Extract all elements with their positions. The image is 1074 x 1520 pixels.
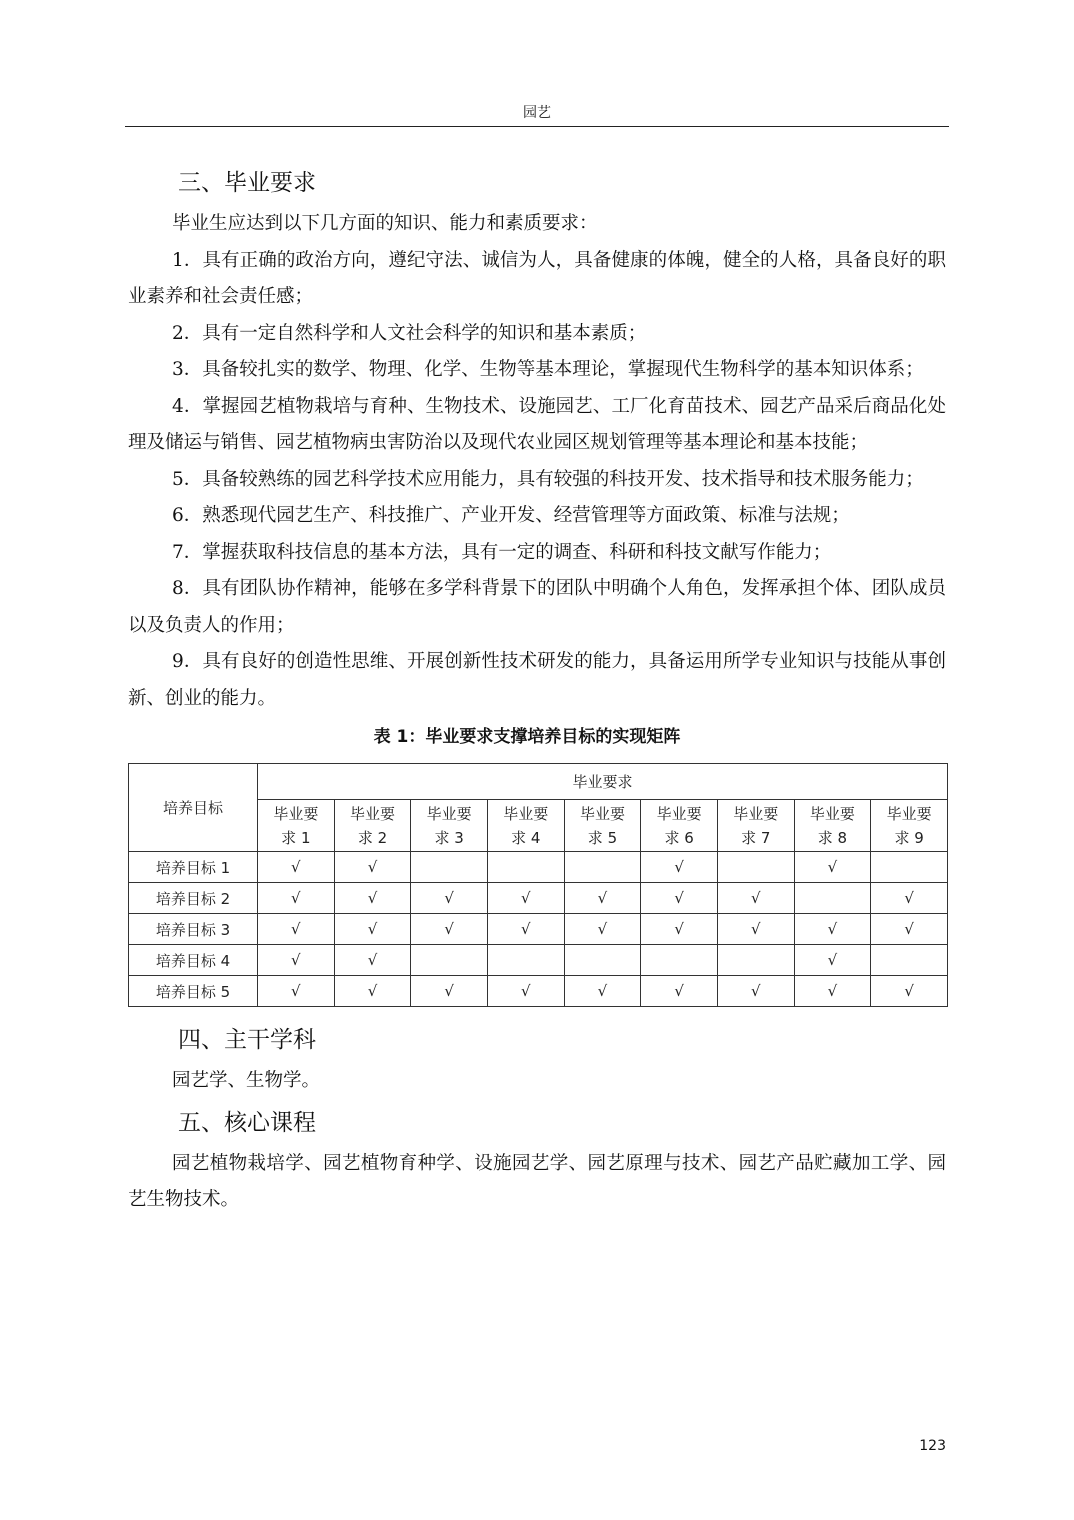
matrix-cell <box>258 883 335 914</box>
matrix-cell <box>487 976 564 1007</box>
header-line: 求 8 <box>817 828 848 847</box>
main-disciplines-text: 园艺学、生物学。 <box>172 1070 321 1091</box>
matrix-cell <box>794 914 871 945</box>
table-row <box>129 914 948 945</box>
matrix-cell <box>794 976 871 1007</box>
requirement-header-cell <box>258 800 335 852</box>
matrix-cell <box>334 945 411 976</box>
matrix-cell <box>411 914 488 945</box>
core-courses-text: 园艺植物栽培学、园艺植物育种学、设施园艺学、园艺原理与技术、园艺产品贮藏加工学、园艺生物技术。 <box>128 1152 946 1210</box>
requirement-header-cell <box>871 800 948 852</box>
matrix-cell <box>258 945 335 976</box>
check-mark-icon: √ <box>827 920 838 938</box>
matrix-cell <box>487 852 564 883</box>
row-label: 培养目标 2 <box>129 883 258 914</box>
requirement-list <box>128 243 946 718</box>
check-mark-icon: √ <box>827 982 838 1000</box>
check-mark-icon: √ <box>444 920 454 938</box>
requirement-header-cell <box>334 800 411 852</box>
table-corner-label: 培养目标 <box>129 764 258 852</box>
requirement-header-cell <box>411 800 488 852</box>
section-heading-graduation-requirements: 三、毕业要求 <box>178 170 316 196</box>
matrix-cell <box>794 883 871 914</box>
check-mark-icon: √ <box>674 982 684 1000</box>
header-line: 求 9 <box>894 828 924 847</box>
check-mark-icon: √ <box>367 889 378 907</box>
requirement-header-cell <box>564 800 641 852</box>
requirement-item: 8．具有团队协作精神，能够在多学科背景下的团队中明确个人角色，发挥承担个体、团队成员以及负责人的作用； <box>128 578 946 636</box>
table-row <box>129 976 948 1007</box>
matrix-cell <box>258 976 335 1007</box>
check-mark-icon: √ <box>827 951 838 969</box>
table-row <box>129 852 948 883</box>
header-line: 毕业要 <box>503 804 549 823</box>
section-heading-main-disciplines: 四、主干学科 <box>178 1027 316 1053</box>
matrix-cell <box>871 852 948 883</box>
row-label: 培养目标 1 <box>129 852 258 883</box>
check-mark-icon: √ <box>597 889 608 907</box>
matrix-cell <box>794 852 871 883</box>
matrix-cell <box>717 914 794 945</box>
header-line: 毕业要 <box>809 804 855 823</box>
requirement-matrix-table <box>128 763 948 1007</box>
check-mark-icon: √ <box>444 982 454 1000</box>
row-label: 培养目标 5 <box>129 976 258 1007</box>
requirement-item: 1．具有正确的政治方向，遵纪守法、诚信为人，具备健康的体魄，健全的人格，具备良好的职业素养和社会责任感； <box>128 249 946 307</box>
table-group-header: 毕业要求 <box>258 764 948 800</box>
check-mark-icon: √ <box>904 920 914 938</box>
check-mark-icon: √ <box>291 982 301 1000</box>
check-mark-icon: √ <box>291 951 301 969</box>
check-mark-icon: √ <box>367 982 378 1000</box>
check-mark-icon: √ <box>597 982 608 1000</box>
header-line: 求 5 <box>587 828 618 847</box>
matrix-cell <box>871 945 948 976</box>
matrix-cell <box>871 914 948 945</box>
check-mark-icon: √ <box>674 889 684 907</box>
matrix-cell <box>334 976 411 1007</box>
requirement-item: 5．具备较熟练的园艺科学技术应用能力，具有较强的科技开发、技术指导和技术服务能力； <box>172 468 924 490</box>
header-line: 求 4 <box>511 828 541 847</box>
matrix-cell <box>564 852 641 883</box>
row-label: 培养目标 4 <box>129 945 258 976</box>
matrix-cell <box>411 945 488 976</box>
matrix-cell <box>487 945 564 976</box>
check-mark-icon: √ <box>521 889 531 907</box>
matrix-cell <box>871 976 948 1007</box>
matrix-cell <box>487 883 564 914</box>
check-mark-icon: √ <box>367 920 378 938</box>
requirement-item: 4．掌握园艺植物栽培与育种、生物技术、设施园艺、工厂化育苗技术、园艺产品采后商品化处理及储运与销售、园艺植物病虫害防治以及现代农业园区规划管理等基本理论和基本技能； <box>128 395 946 453</box>
page-number: 123 <box>919 1438 946 1454</box>
check-mark-icon: √ <box>674 920 684 938</box>
header-line: 毕业要 <box>273 804 319 823</box>
header-line: 求 6 <box>664 828 694 847</box>
header-line: 毕业要 <box>733 804 779 823</box>
matrix-cell <box>564 914 641 945</box>
matrix-cell <box>334 852 411 883</box>
matrix-cell <box>564 945 641 976</box>
check-mark-icon: √ <box>521 982 531 1000</box>
header-line: 毕业要 <box>656 804 702 823</box>
matrix-cell <box>258 914 335 945</box>
matrix-cell <box>564 883 641 914</box>
matrix-cell <box>564 976 641 1007</box>
requirement-header-cell <box>794 800 871 852</box>
table-row <box>129 945 948 976</box>
table-row <box>129 883 948 914</box>
matrix-cell <box>641 945 718 976</box>
matrix-cell <box>641 883 718 914</box>
matrix-cell <box>334 883 411 914</box>
matrix-cell <box>641 852 718 883</box>
matrix-cell <box>794 945 871 976</box>
header-line: 求 3 <box>434 828 464 847</box>
table-caption: 表 1：毕业要求支撑培养目标的实现矩阵 <box>373 727 681 747</box>
requirement-item: 3．具备较扎实的数学、物理、化学、生物等基本理论，掌握现代生物科学的基本知识体系； <box>172 359 924 380</box>
check-mark-icon: √ <box>904 889 914 907</box>
requirement-item: 6．熟悉现代园艺生产、科技推广、产业开发、经营管理等方面政策、标准与法规； <box>172 505 850 526</box>
requirement-header-cell <box>487 800 564 852</box>
check-mark-icon: √ <box>521 920 531 938</box>
running-header: 园艺 <box>125 100 949 127</box>
matrix-cell <box>411 976 488 1007</box>
header-line: 求 1 <box>281 828 311 847</box>
matrix-cell <box>871 883 948 914</box>
check-mark-icon: √ <box>367 858 378 876</box>
requirement-item: 7．掌握获取科技信息的基本方法，具有一定的调查、科研和科技文献写作能力； <box>172 541 832 563</box>
requirement-item: 9．具有良好的创造性思维、开展创新性技术研发的能力，具备运用所学专业知识与技能从事创新、创业的能力。 <box>128 651 946 709</box>
matrix-cell <box>258 852 335 883</box>
requirement-header-cell <box>717 800 794 852</box>
matrix-body <box>129 852 948 1007</box>
header-line: 毕业要 <box>886 804 932 823</box>
matrix-cell <box>334 914 411 945</box>
check-mark-icon: √ <box>750 920 761 938</box>
matrix-cell <box>717 852 794 883</box>
check-mark-icon: √ <box>904 982 914 1000</box>
section-heading-core-courses: 五、核心课程 <box>178 1109 316 1136</box>
row-label: 培养目标 3 <box>129 914 258 945</box>
check-mark-icon: √ <box>750 982 761 1000</box>
matrix-cell <box>717 945 794 976</box>
check-mark-icon: √ <box>827 858 838 876</box>
header-line: 求 2 <box>357 828 388 847</box>
matrix-cell <box>717 883 794 914</box>
check-mark-icon: √ <box>597 920 608 938</box>
header-line: 求 7 <box>741 828 771 847</box>
header-line: 毕业要 <box>579 804 625 823</box>
matrix-cell <box>411 883 488 914</box>
header-line: 毕业要 <box>349 804 395 823</box>
matrix-cell <box>641 976 718 1007</box>
matrix-cell <box>641 914 718 945</box>
matrix-cell <box>411 852 488 883</box>
check-mark-icon: √ <box>444 889 454 907</box>
check-mark-icon: √ <box>291 920 301 938</box>
check-mark-icon: √ <box>291 889 301 907</box>
check-mark-icon: √ <box>674 858 684 876</box>
section-intro: 毕业生应达到以下几方面的知识、能力和素质要求： <box>172 213 598 234</box>
matrix-cell <box>487 914 564 945</box>
requirement-header-cell <box>641 800 718 852</box>
requirement-item: 2．具有一定自然科学和人文社会科学的知识和基本素质； <box>172 322 647 344</box>
check-mark-icon: √ <box>291 858 301 876</box>
check-mark-icon: √ <box>367 951 378 969</box>
check-mark-icon: √ <box>750 889 761 907</box>
header-line: 毕业要 <box>426 804 472 823</box>
matrix-cell <box>717 976 794 1007</box>
page-content <box>128 160 946 1219</box>
